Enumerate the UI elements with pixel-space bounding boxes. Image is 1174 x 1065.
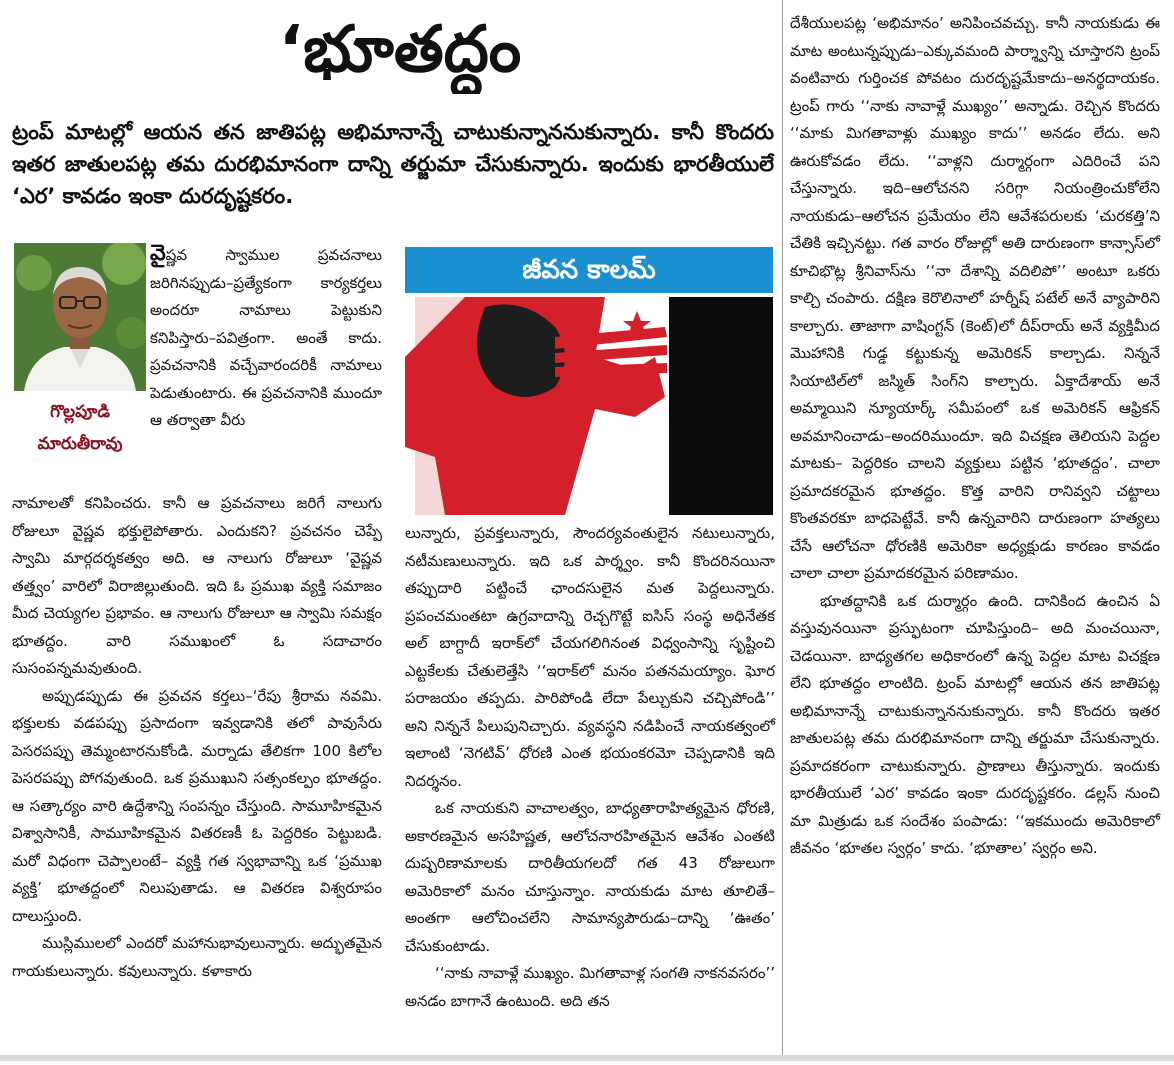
article-headline: ‘భూతద్దం [278, 13, 522, 87]
paragraph: ‘‘నాకు నావాళ్లే ముఖ్యం. మిగతావాళ్ల సంగతి నాకనవసరం’’ అనడం బాగానే ఉంటుంది. అది తన [405, 964, 775, 1010]
column-label-banner [405, 247, 773, 293]
author-portrait [14, 243, 146, 391]
paragraph: ఒక నాయకుని వాచాలత్వం, బాధ్యతారాహిత్యమైన ధోరణి, అకారణమైన అసహిష్ణత, ఆలోచనారహితమైన ఆవేశం ఎంతటి దుష్పరిణామాలకు దారితీయగలదో గత 43 రోజులుగా అమెరికాలో మనం చూస్తున్నాం. నాయకుడు మాట తూలితే–అంతగా ఆలోచించలేని సామాన్యపౌరుడు–దాన్ని ‘ఊతం’ చేసుకుంటాడు. [405, 799, 775, 955]
column-divider [782, 0, 783, 1055]
bottom-rule [0, 1055, 1174, 1061]
article-deck [12, 116, 774, 212]
paragraph: లున్నారు, ప్రవక్తలున్నారు, సౌందర్యవంతులైన నటులున్నారు, నటీమణులున్నారు. ఇది ఒక పార్శ్వం. కానీ కొందరినయినా తప్పుదారి పట్టించే ఛాందసులైన మత పెద్దలున్నారు. ప్రపంచమంతటా ఉగ్రవాదాన్ని రెచ్చగొట్టే ఐసిస్ సంస్థ అధినేతక అల్ బాగ్దాదీ ఇరాక్‌లో చేయగలిగినంత విధ్వంసాన్ని సృష్టించి ఎట్టకేలకు చేతులెత్తేసి ‘‘ఇరాక్‌లో మనం పతనమయ్యాం. ఘోర పరాజయం తప్పదు. పారిపోండి లేదా పేల్చుకుని చచ్చిపోండి’’ అని నిన్ననే పిలుపునిచ్చారు. వ్యవస్థని నడిపించే నాయకత్వంలో ఇలాంటి ‘నెగటివ్’ ధోరణి ఎంత భయంకరమో చెప్పడానికి ఇది నిదర్శనం. [405, 524, 775, 790]
paragraph: ముస్లిములలో ఎందరో మహానుభావులున్నారు. అద్భుతమైన గాయకులున్నారు. కవులున్నారు. కళాకారు [12, 934, 382, 980]
paragraph: భూతద్దానికి ఒక దుర్మార్గం ఉంది. దానికింద ఉంచిన ఏ వస్తువునయినా ప్రస్ఫుటంగా చూపిస్తుంది– అది మంచయినా, చెడయినా. బాధ్యతగల అధికారంలో ఉన్న పెద్దల మాట విచక్షణ లేని భూతద్దం లాంటిది. ట్రంప్ మాటల్లో ఆయన తన జాతిపట్ల అభిమానాన్నే చాటుకున్నాననుకున్నారు. కానీ కొందరు ఇతర జాతులపట్ల తమ దురభిమానంగా దాన్ని తర్జుమా చేసుకున్నారు. ప్రమాదకరంగా చాటుకున్నారు. ప్రాణాలు తీస్తున్నారు. ఇందుకు భారతీయులే ‘ఎర’ కావడం ఇంకా దురదృష్టకరం. డల్లస్ నుంచి మా మిత్రుడు ఒక సందేశం పంపాడు: ‘‘ఇకముందు అమెరికాలో జీవనం ‘భూతల స్వర్గం’ కాదు. ‘భూతాల’ స్వర్గం అని. [790, 591, 1160, 857]
dropcap: వై [150, 241, 166, 266]
column-label: జీవన కాలమ్ [502, 247, 675, 293]
paragraph: నామాలతో కనిపించరు. కానీ ఆ ప్రవచనాలు జరిగే నాలుగు రోజులూ వైష్ణవ భక్తులైపోతారు. ఎందుకని? ప్రవచనం చెప్పే స్వామి మార్గదర్శకత్వం అది. ఆ నాలుగు రోజులూ ‘వైష్ణవ తత్త్వం’ వారిలో విరాజిల్లుతుంది. ఇది ఓ ప్రముఖ వ్యక్తి సమాజం మీద చెయ్యగల ప్రభావం. ఆ నాలుగు రోజులూ ఆ స్వామి సమక్షం భూతద్దం. వారి సముఖంలో ఓ సదాచారం సుసంపన్నమవుతుంది. [12, 494, 382, 677]
author-caption [14, 396, 146, 490]
author-name-line2: మారుతీరావు [37, 434, 123, 454]
paragraph: అప్పుడప్పుడు ఈ ప్రవచన కర్తలు–‘రేపు శ్రీరామ నవమి. భక్తులకు వడపప్పు ప్రసాదంగా ఇవ్వడానికి తలో పావుసేరు పెసరపప్పు తెమ్మంటారనుకోండి. మర్నాడు తేలికగా 100 కిలోల పెసరపప్పు పోగవుతుంది. ఒక ప్రముఖుని సత్సంకల్పం భూతద్దం. ఆ సత్కార్యం వారి ఉద్దేశాన్ని సంపన్నం చేస్తుంది. సామూహికమైన విశ్వాసానికీ, సామూహికమైన వితరణకీ ఓ పెద్దరికం పెట్టుబడి. మరో విధంగా చెప్పాలంటే– వ్యక్తి గత స్వభావాన్ని ఒక ‘ప్రముఖ వ్యక్తి’ భూతద్దంలో నిలుపుతాడు. ఆ వితరణ విశ్వరూపం దాలుస్తుంది. [12, 686, 382, 925]
portrait-icon [14, 243, 146, 391]
column-1-top [150, 240, 382, 435]
column-3 [790, 10, 1160, 863]
author-name-line1: గొల్లపూడి [50, 402, 110, 422]
paragraph: దేశీయులపట్ల ‘అభిమానం’ అనిపించవచ్చు. కానీ నాయకుడు ఈ మాట అంటున్నప్పుడు–ఎక్కువమంది పార్శ్వాన్ని చూస్తారని ట్రంప్ వంటివారు గుర్తించక పోవటం దురదృష్టమేకాదు–అనర్థదాయకం. ట్రంప్ గారు ‘‘నాకు నావాళ్లే ముఖ్యం’’ అన్నాడు. రెచ్చిన కొందరు ‘‘మాకు మిగతావాళ్లు ముఖ్యం కాదు’’ అనడం లేదు. అని ఊరుకోవడం లేదు. ‘‘వాళ్లని దుర్మార్గంగా ఎదిరించే పని చేస్తున్నారు. ఇది–ఆలోచనని సరిగ్గా నియంత్రించుకోలేని నాయకుడు–ఆలోచన ప్రమేయం లేని ఆవేశపరులకు ‘చురకత్తి’ని చేతికి ఇచ్చినట్టు. గత వారం రోజుల్లో అతి దారుణంగా కాన్సాస్‌లో కూచిభొట్ల శ్రీనివాస్‌ను ‘‘నా దేశాన్ని వదిలిపో’’ అంటూ ఒకరు కాల్చి చంపారు. దక్షిణ కెరొలినాలో హర్నీష్ పటేల్ అనే వ్యాపారిని కాల్చారు. తాజాగా వాషింగ్టన్ (కెంట్)లో దీప్‌రాయ్ అనే వ్యక్తిమీద మొహానికి గుడ్డ కట్టుకున్న అమెరికన్ కాల్చాడు. నిన్ననే సియాటిల్‌లో జస్మిత్ సింగ్‌ని కాల్చారు. ఏక్తాదేశాయ్ అనే అమ్మాయిని న్యూయార్క్ సమీపంలో ఒక అమెరికన్ ఆఫ్రికన్ అవమానించాడు–అందరిముందూ. ఇది విచక్షణ తెలియని పెద్దల మాటకు– పెద్దరికం చాలని వ్యక్తులు పట్టిన ‘భూతద్దం’. చాలా ప్రమాదకరమైన భూతద్దం. కొత్త వారిని రానివ్వని చట్టాలు కొంతవరకూ బాధపెట్టేవే. కానీ ఉన్నవారిని దారుణంగా హత్యలు చేసే ఆలోచనా ధోరణికి అమెరికా అధ్యక్షుడు కారణం కావడం చాలా చాలా ప్రమాదకరమైన పరిణామం. [790, 14, 1160, 582]
deck-text: ట్రంప్ మాటల్లో ఆయన తన జాతిపట్ల అభిమానాన్నే చాటుకున్నాననుకున్నారు. కానీ కొందరు ఇతర జాతులపట్ల తమ దురభిమానంగా దాన్ని తర్జుమా చేసుకున్నారు. ఇందుకు భారతీయులే ‘ఎర’ కావడం ఇంకా దురదృష్టకరం. [12, 120, 774, 208]
paragraph [150, 240, 382, 435]
column-illustration [405, 297, 773, 515]
column-2 [405, 520, 775, 1015]
trump-flag-illustration-icon [405, 297, 773, 515]
column-1-bottom [12, 490, 382, 985]
paragraph-text: ష్ణవ స్వాముల ప్రవచనాలు జరిగినప్పుడు–ప్రత్యేకంగా కార్యకర్తలు అందరూ నామాలు పెట్టుకుని కనిపిస్తారు–పవిత్రంగా. అంతే కాదు. ప్రవచనానికి వచ్చేవారందరికీ నామాలు పెడుతుంటారు. ఈ ప్రవచనానికి ముందూ ఆ తర్వాతా వీరు [150, 246, 382, 429]
